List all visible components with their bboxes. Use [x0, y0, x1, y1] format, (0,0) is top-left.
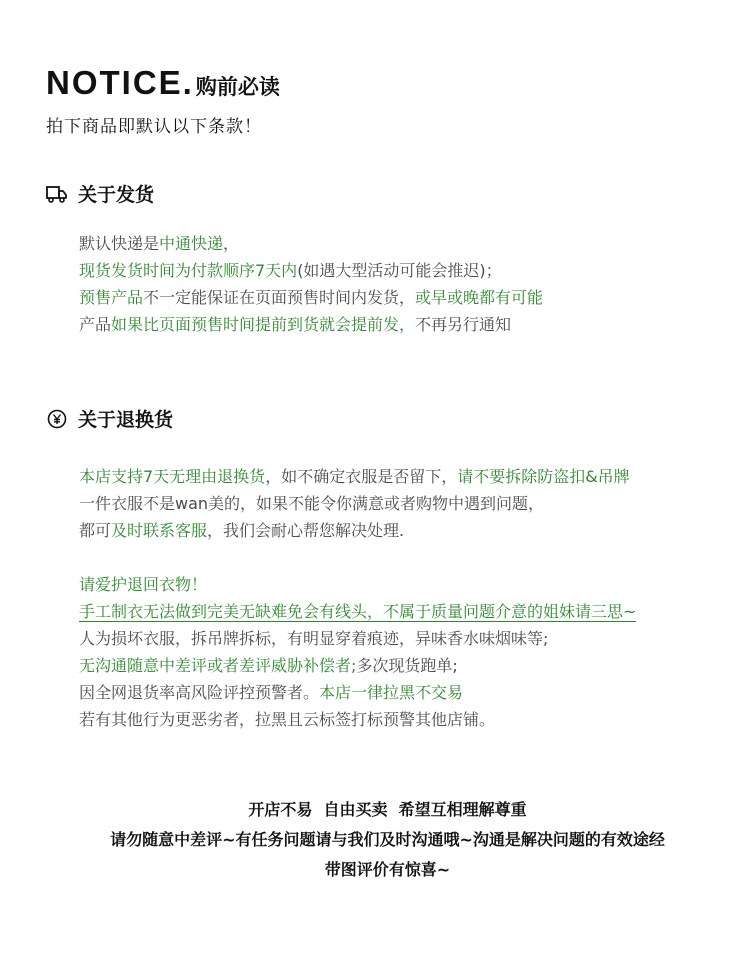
- yen-circle-icon: [46, 408, 68, 430]
- shipping-line-2: [79, 257, 543, 284]
- returns-line-1: [79, 463, 630, 490]
- text-segment: 都可: [79, 521, 112, 540]
- shipping-line-3: [79, 284, 543, 311]
- shipping-line-4: [79, 311, 543, 338]
- returns-body-2: [79, 571, 636, 733]
- returns-title: 关于退换货: [78, 409, 174, 431]
- text-segment: 不一定能保证在页面预售时间内发货，: [143, 288, 416, 307]
- shipping-line-1: [79, 230, 543, 257]
- shipping-section-header: [46, 180, 154, 207]
- blacklist-note: [79, 679, 636, 706]
- footer: [0, 795, 750, 885]
- text-segment: 多次现货跑单;: [356, 656, 458, 675]
- text-segment: 及时联系客服: [111, 521, 208, 540]
- text-segment: 中通快递: [159, 234, 224, 253]
- text-segment: ，: [223, 234, 240, 253]
- text-segment: ，如不确定衣服是否留下，: [265, 467, 458, 486]
- intro-text: 拍下商品即默认以下条款！: [46, 117, 262, 137]
- text-segment: 预售产品: [79, 288, 144, 307]
- notice-title: [46, 64, 280, 102]
- text-segment: 手工制衣无法做到完美无缺难免会有线头，不属于质量问题介意的姐妹请三思~: [79, 602, 637, 621]
- returns-section-header: [46, 405, 173, 432]
- text-segment: 无沟通随意中差评或者差评威胁补偿者;: [79, 656, 357, 675]
- footer-line-1: 开店不易 自由买卖 希望互相理解尊重: [248, 800, 527, 819]
- care-heading: 请爱护退回衣物！: [79, 575, 208, 594]
- returns-body-1: [79, 463, 630, 544]
- footer-line-2: 请勿随意中差评~有任务问题请与我们及时沟通哦~沟通是解决问题的有效途经: [110, 830, 665, 849]
- text-segment: ，我们会耐心帮您解决处理.: [207, 521, 405, 540]
- text-segment: 本店一律拉黑不交易: [319, 683, 464, 702]
- footer-line-3: 带图评价有惊喜~: [324, 860, 451, 879]
- other-behavior-note: 若有其他行为更恶劣者，拉黑且云标签打标预警其他店铺。: [79, 710, 496, 729]
- notice-subheading: 购前必读: [195, 75, 280, 99]
- damage-note: 人为损坏衣服，拆吊牌拆标，有明显穿着痕迹，异味香水味烟味等;: [79, 629, 549, 648]
- review-note: [79, 652, 636, 679]
- text-segment: 产品: [79, 315, 112, 334]
- text-segment: 或早或晚都有可能: [415, 288, 544, 307]
- shipping-body: [79, 230, 543, 338]
- text-segment: 不再另行通知: [415, 315, 512, 334]
- text-segment: 默认快递是: [79, 234, 160, 253]
- shipping-title: 关于发货: [78, 184, 155, 206]
- text-segment: 如果比页面预售时间提前到货就会提前发，: [111, 315, 416, 334]
- handmade-note: [79, 598, 636, 625]
- text-segment: 现货发货时间为付款顺序7天内: [79, 261, 298, 280]
- notice-heading: NOTICE.: [46, 64, 194, 101]
- text-segment: 请不要拆除防盗扣&吊牌: [457, 467, 630, 486]
- returns-line-2: 一件衣服不是wan美的，如果不能令你满意或者购物中遇到问题，: [79, 494, 545, 513]
- text-segment: 因全网退货率高风险评控预警者。: [79, 683, 320, 702]
- text-segment: 本店支持7天无理由退换货: [79, 467, 266, 486]
- returns-line-3: [79, 517, 630, 544]
- truck-icon: [46, 183, 68, 205]
- text-segment: (如遇大型活动可能会推迟)；: [297, 261, 502, 280]
